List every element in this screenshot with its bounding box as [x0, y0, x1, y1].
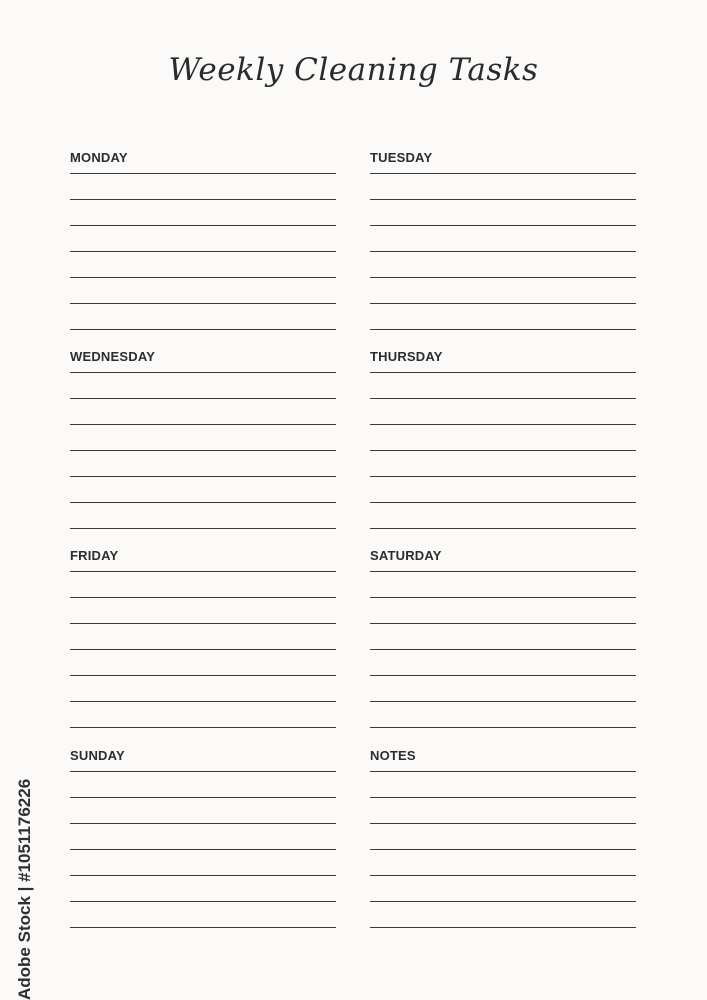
section-label: MONDAY	[70, 150, 128, 165]
writing-line	[70, 823, 336, 824]
writing-line	[70, 797, 336, 798]
writing-line	[370, 199, 636, 200]
page-title: Weekly Cleaning Tasks	[168, 52, 539, 88]
writing-line	[70, 225, 336, 226]
writing-line	[370, 398, 636, 399]
writing-line	[70, 476, 336, 477]
writing-line	[70, 571, 336, 572]
writing-line	[370, 623, 636, 624]
writing-line	[70, 927, 336, 928]
writing-line	[70, 875, 336, 876]
writing-line	[70, 528, 336, 529]
writing-line	[370, 849, 636, 850]
writing-line	[370, 173, 636, 174]
writing-line	[70, 329, 336, 330]
writing-line	[70, 849, 336, 850]
writing-line	[70, 771, 336, 772]
writing-line	[70, 502, 336, 503]
writing-line	[370, 476, 636, 477]
writing-line	[370, 701, 636, 702]
writing-line	[70, 424, 336, 425]
writing-line	[370, 303, 636, 304]
writing-line	[370, 372, 636, 373]
writing-line	[370, 450, 636, 451]
writing-line	[70, 727, 336, 728]
section-label: NOTES	[370, 748, 416, 763]
writing-line	[370, 823, 636, 824]
writing-line	[370, 329, 636, 330]
writing-line	[370, 424, 636, 425]
writing-line	[370, 597, 636, 598]
writing-line	[370, 875, 636, 876]
writing-line	[370, 901, 636, 902]
writing-line	[70, 251, 336, 252]
section-label: FRIDAY	[70, 548, 119, 563]
writing-line	[70, 199, 336, 200]
writing-line	[70, 173, 336, 174]
writing-line	[70, 675, 336, 676]
writing-line	[70, 649, 336, 650]
stock-watermark	[6, 760, 36, 1000]
writing-line	[370, 571, 636, 572]
section-label: WEDNESDAY	[70, 349, 156, 364]
writing-line	[370, 277, 636, 278]
writing-line	[370, 649, 636, 650]
section-label: SUNDAY	[70, 748, 125, 763]
writing-line	[370, 771, 636, 772]
writing-line	[70, 597, 336, 598]
writing-line	[70, 303, 336, 304]
writing-line	[70, 623, 336, 624]
writing-line	[370, 225, 636, 226]
writing-line	[70, 372, 336, 373]
writing-line	[370, 727, 636, 728]
watermark-text: Adobe Stock | #1051176226	[15, 778, 34, 1000]
writing-line	[370, 251, 636, 252]
writing-line	[70, 901, 336, 902]
writing-line	[70, 398, 336, 399]
section-label: THURSDAY	[370, 349, 443, 364]
writing-line	[70, 701, 336, 702]
writing-line	[370, 502, 636, 503]
writing-line	[70, 450, 336, 451]
writing-line	[370, 675, 636, 676]
writing-line	[370, 927, 636, 928]
writing-line	[370, 528, 636, 529]
section-label: TUESDAY	[370, 150, 433, 165]
writing-line	[70, 277, 336, 278]
writing-line	[370, 797, 636, 798]
section-label: SATURDAY	[370, 548, 442, 563]
